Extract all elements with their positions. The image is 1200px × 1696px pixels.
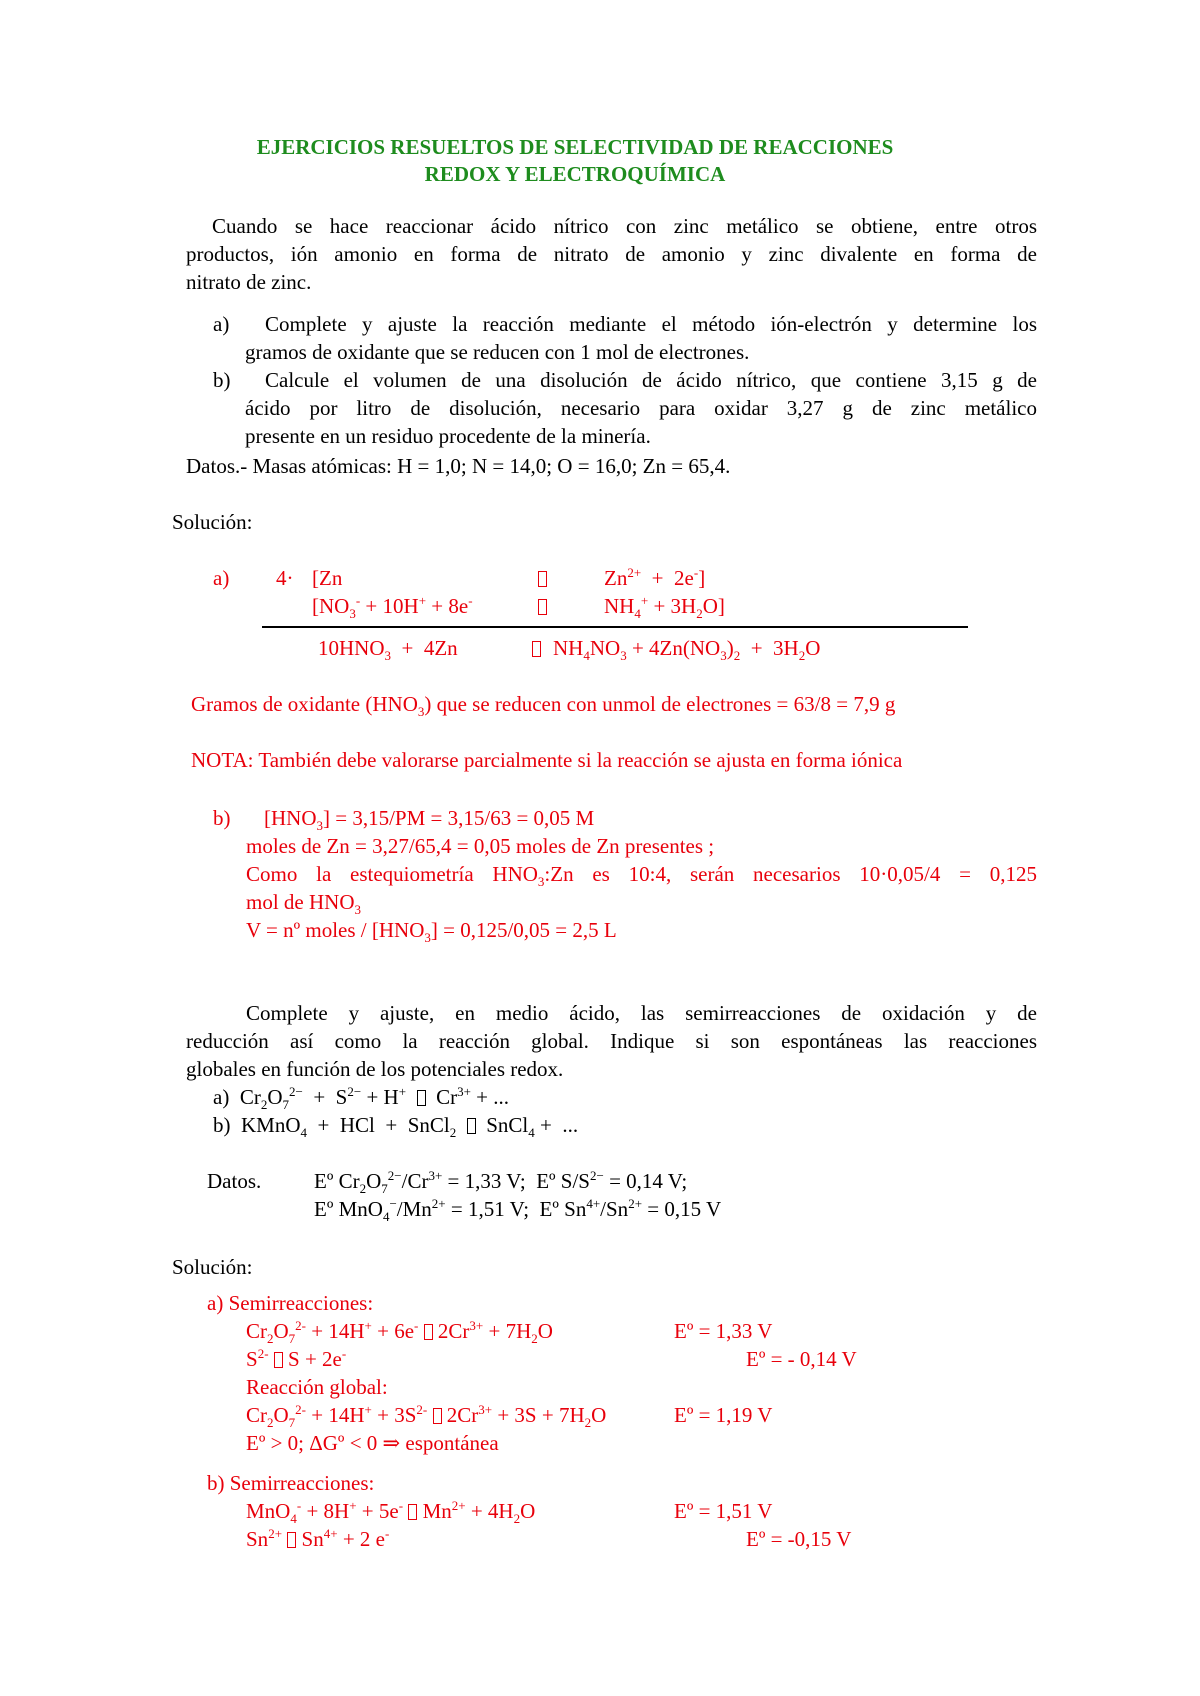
arrow-glyph-icon (424, 1324, 433, 1340)
p1-solution-label: Solución: (172, 510, 253, 534)
title-line-2: REDOX Y ELECTROQUÍMICA (424, 162, 726, 186)
p1-global-right: $NH_4NO_3 + 4Zn(NO_3)_2 + 3H_2O$ (553, 636, 821, 664)
p2-sol-b-heading: b) Semirreacciones: (207, 1471, 375, 1495)
p1-item-a-label: a) (213, 312, 230, 336)
arrow-glyph-icon (433, 1408, 442, 1424)
p1-sol-b-line-5: V = nº moles / $[HNO_3] = 0,125/0,05 = 2,5$ L (246, 918, 617, 946)
p2-sol-b-half1: MnO$_4$- + 8H+ + 5e- $Mn^{2+} + 4H_2O$ (246, 1498, 536, 1527)
arrow-glyph-icon (417, 1090, 426, 1106)
p1-half2-right: $NH_4^+ + 3H_2O$] (604, 593, 725, 622)
p1-sol-b-line-3: Como la estequiometría $HNO_3:Zn$ es 10:4, serán necesarios 10·0,05/4 = 0,125 (246, 862, 1037, 890)
p2-sol-a-half2-e: Eº = - 0,14 V (746, 1347, 857, 1371)
p2-sol-a-global: $Cr_2O_7^{2-} + 14H^+ + 3S^{2-}$ $2Cr^{3+} + 3S + 7H_2O$ (246, 1402, 607, 1431)
p1-item-b-line-2: ácido por litro de disolución, necesario para oxidar 3,27 g de zinc metálico (245, 396, 1037, 420)
arrow-glyph-icon (408, 1504, 417, 1520)
arrow-glyph-icon (532, 634, 541, 662)
p2-sol-a-heading: a) Semirreacciones: (207, 1291, 374, 1315)
arrow-glyph-icon (274, 1352, 283, 1368)
p2-intro-line-2: reducción así como la reacción global. Indique si son espontáneas las reacciones (186, 1029, 1037, 1053)
p1-item-b-label: b) (213, 368, 231, 392)
p2-intro-line-1: Complete y ajuste, en medio ácido, las semirreacciones de oxidación y de (246, 1001, 1037, 1025)
p1-item-a-line-1: Complete y ajuste la reacción mediante el método ión-electrón y determine los (265, 312, 1037, 336)
p1-global-left: $10HNO_3 + 4Zn$ (318, 636, 458, 664)
p2-sol-b-half1-e: Eº = 1,51 V (674, 1499, 773, 1523)
p1-item-a-line-2: gramos de oxidante que se reducen con 1 mol de electrones. (245, 340, 750, 364)
p1-sol-b-line-2: moles de Zn = 3,27/65,4 = 0,05 moles de Zn presentes ; (246, 834, 715, 858)
p1-sol-b-line-1: $[HNO_3] = 3,15/PM = 3,15/63 = 0,05$ M (264, 806, 595, 834)
p1-sol-b-label: b) (213, 806, 231, 830)
p2-sol-b-half2-e: Eº = -0,15 V (746, 1527, 852, 1551)
p1-grams-text: Gramos de oxidante $(HNO_3)$ que se reducen con unmol de electrones = 63/8 = 7,9 g (191, 692, 896, 720)
p2-datos-line-1: Eº $Cr_2O_7^{2-}/Cr^{3+} = 1,33$ V; Eº $S/S^{2-} = 0,14$ V; (314, 1168, 688, 1197)
p2-intro-line-3: globales en función de los potenciales redox. (186, 1057, 564, 1081)
p2-sol-a-half1: $Cr_2O_7^{2-} + 14H^+ + 6e^-$ $2Cr^{3+} + 7H_2O$ (246, 1318, 553, 1347)
p2-sol-b-half2: $Sn^{2+}$ $Sn^{4+} + 2$ e- (246, 1526, 390, 1551)
p1-intro-line-1: Cuando se hace reaccionar ácido nítrico con zinc metálico se obtiene, entre otros (212, 214, 1037, 238)
p2-item-a: a) $Cr_2O_7^{2-} + S^{2-} + H^+$ $Cr^{3+}$ + ... (213, 1084, 510, 1113)
p2-sol-a-global-e: Eº = 1,19 V (674, 1403, 773, 1427)
arrow-glyph-icon (287, 1532, 296, 1548)
p1-sol-b-line-4: mol de $HNO_3$ (246, 890, 361, 918)
p2-solution-label: Solución: (172, 1255, 253, 1279)
p2-sol-a-global-heading: Reacción global: (246, 1375, 388, 1399)
p1-datos: Datos.- Masas atómicas: H = 1,0; N = 14,0; O = 16,0; Zn = 65,4. (186, 454, 731, 478)
p1-note: NOTA: También debe valorarse parcialmente si la reacción se ajusta en forma iónica (191, 748, 903, 772)
title-line-1: EJERCICIOS RESUELTOS DE SELECTIVIDAD DE REACCIONES (256, 135, 894, 159)
arrow-glyph-icon (467, 1118, 476, 1134)
reaction-sum-rule (262, 626, 968, 628)
p1-half2-left: [$NO_3^- + 10H^+ + 8e^-$ (312, 593, 473, 622)
p2-sol-a-half1-e: Eº = 1,33 V (674, 1319, 773, 1343)
p2-sol-a-half2: $S^{2-}$ S + 2e- (246, 1346, 347, 1371)
p2-item-b: b) KMnO$_4$ + HCl + SnCl$_2$ SnCl$_4$ + ... (213, 1113, 579, 1141)
p1-half1-right: $Zn^{2+} + 2e^-$] (604, 565, 706, 590)
p1-sol-a-label: a) (213, 566, 230, 590)
p1-sol-a-multiplier: 4· (276, 566, 294, 590)
arrow-glyph-icon (538, 592, 547, 620)
p1-intro-line-3: nitrato de zinc. (186, 270, 312, 294)
p2-sol-a-conclusion: Eº > 0; ΔGº < 0 ⇒ espontánea (246, 1431, 499, 1455)
p1-item-b-line-3: presente en un residuo procedente de la minería. (245, 424, 651, 448)
p1-item-b-line-1: Calcule el volumen de una disolución de ácido nítrico, que contiene 3,15 g de (265, 368, 1037, 392)
arrow-glyph-icon (538, 564, 547, 592)
p2-datos-label: Datos. (207, 1169, 262, 1193)
p1-half1-left: [Zn (312, 566, 343, 590)
p2-datos-line-2: Eº $MnO_4^-/Mn^{2+} = 1,51$ V; Eº $Sn^{4+}/Sn^{2+} = 0,15$ V (314, 1196, 722, 1225)
p1-intro-line-2: productos, ión amonio en forma de nitrato de amonio y zinc divalente en forma de (186, 242, 1037, 266)
